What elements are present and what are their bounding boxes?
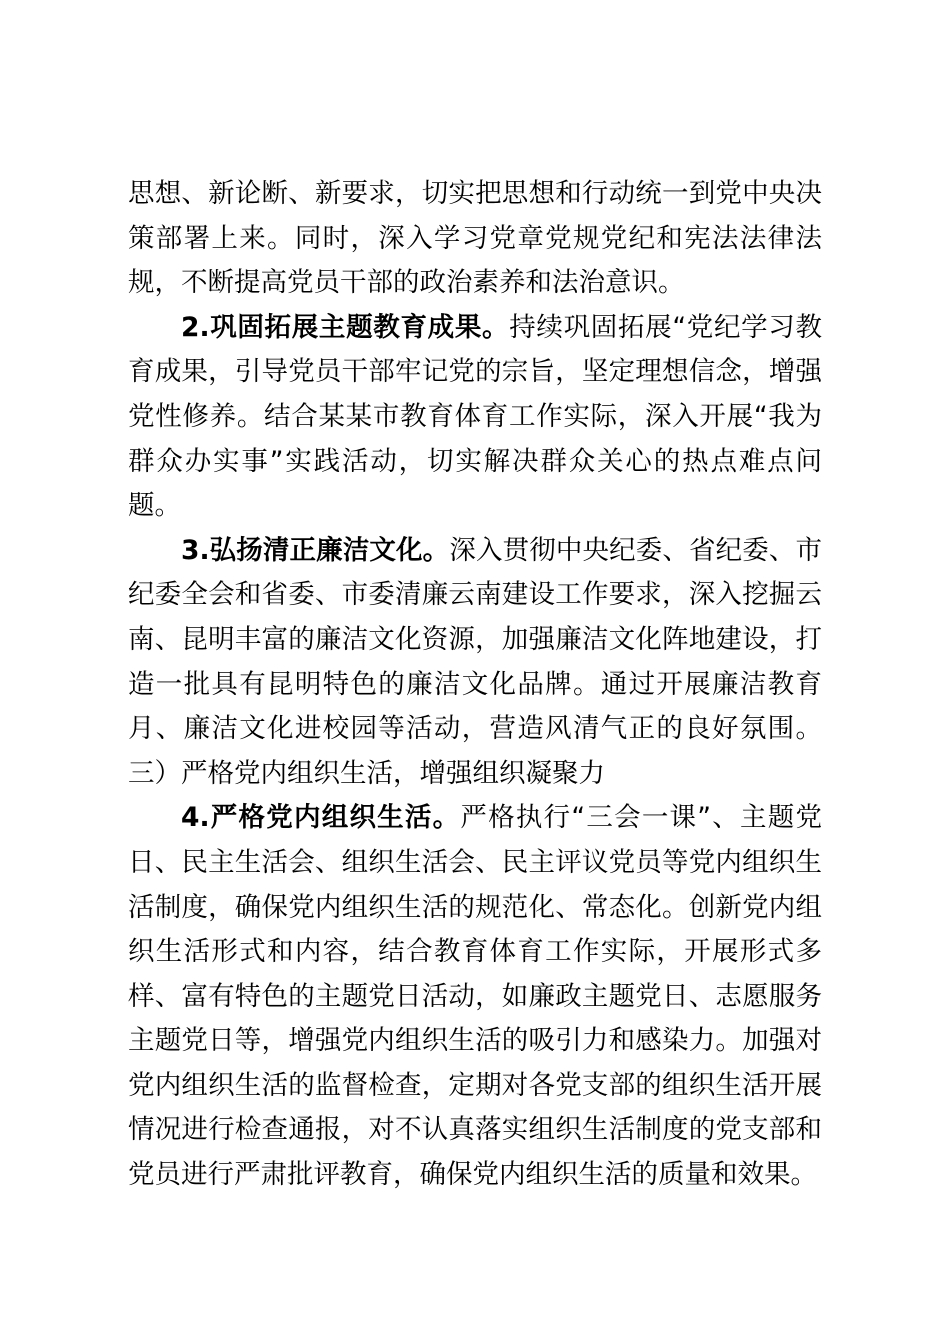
paragraph-integrity-culture (128, 529, 822, 797)
paragraph-text: 深入贯彻中央纪委、省纪委、市纪委全会和省委、市委清廉云南建设工作要求，深入挖掘云南、昆明丰富的廉洁文化资源，加强廉洁文化阵地建设，打造一批具有昆明特色的廉洁文化品牌。通过开展廉洁教育月、廉洁文化进校园等活动，营造风清气正的良好氛围。三）严格党内组织生活，增强组织凝聚力 (128, 534, 822, 789)
paragraph-consolidate-theme-education (128, 306, 822, 529)
paragraph-party-organization-life (128, 796, 822, 1197)
paragraph-text: 严格执行“三会一课”、主题党日、民主生活会、组织生活会、民主评议党员等党内组织生活制度，确保党内组织生活的规范化、常态化。创新党内组织生活形式和内容，结合教育体育工作实际，开展形式多样、富有特色的主题党日活动，如廉政主题党日、志愿服务主题党日等，增强党内组织生活的吸引力和感染力。加强对党内组织生活的监督检查，定期对各党支部的组织生活开展情况进行检查通报，对不认真落实组织生活制度的党支部和党员进行严肃批评教育，确保党内组织生活的质量和效果。 (128, 802, 822, 1191)
document-body (128, 172, 822, 1198)
paragraph-text: 思想、新论断、新要求，切实把思想和行动统一到党中央决策部署上来。同时，深入学习党章党规党纪和宪法法律法规，不断提高党员干部的政治素养和法治意识。 (128, 178, 822, 299)
paragraph-heading: 2.巩固拓展主题教育成果。 (181, 311, 510, 343)
paragraph-continuation (128, 172, 822, 306)
paragraph-text: 持续巩固拓展“党纪学习教育成果，引导党员干部牢记党的宗旨，坚定理想信念，增强党性修养。结合某某市教育体育工作实际，深入开展“我为群众办实事”实践活动，切实解决群众关心的热点难点问题。 (128, 311, 822, 522)
paragraph-heading: 3.弘扬清正廉洁文化。 (181, 534, 450, 566)
paragraph-heading: 4.严格党内组织生活。 (181, 802, 461, 834)
